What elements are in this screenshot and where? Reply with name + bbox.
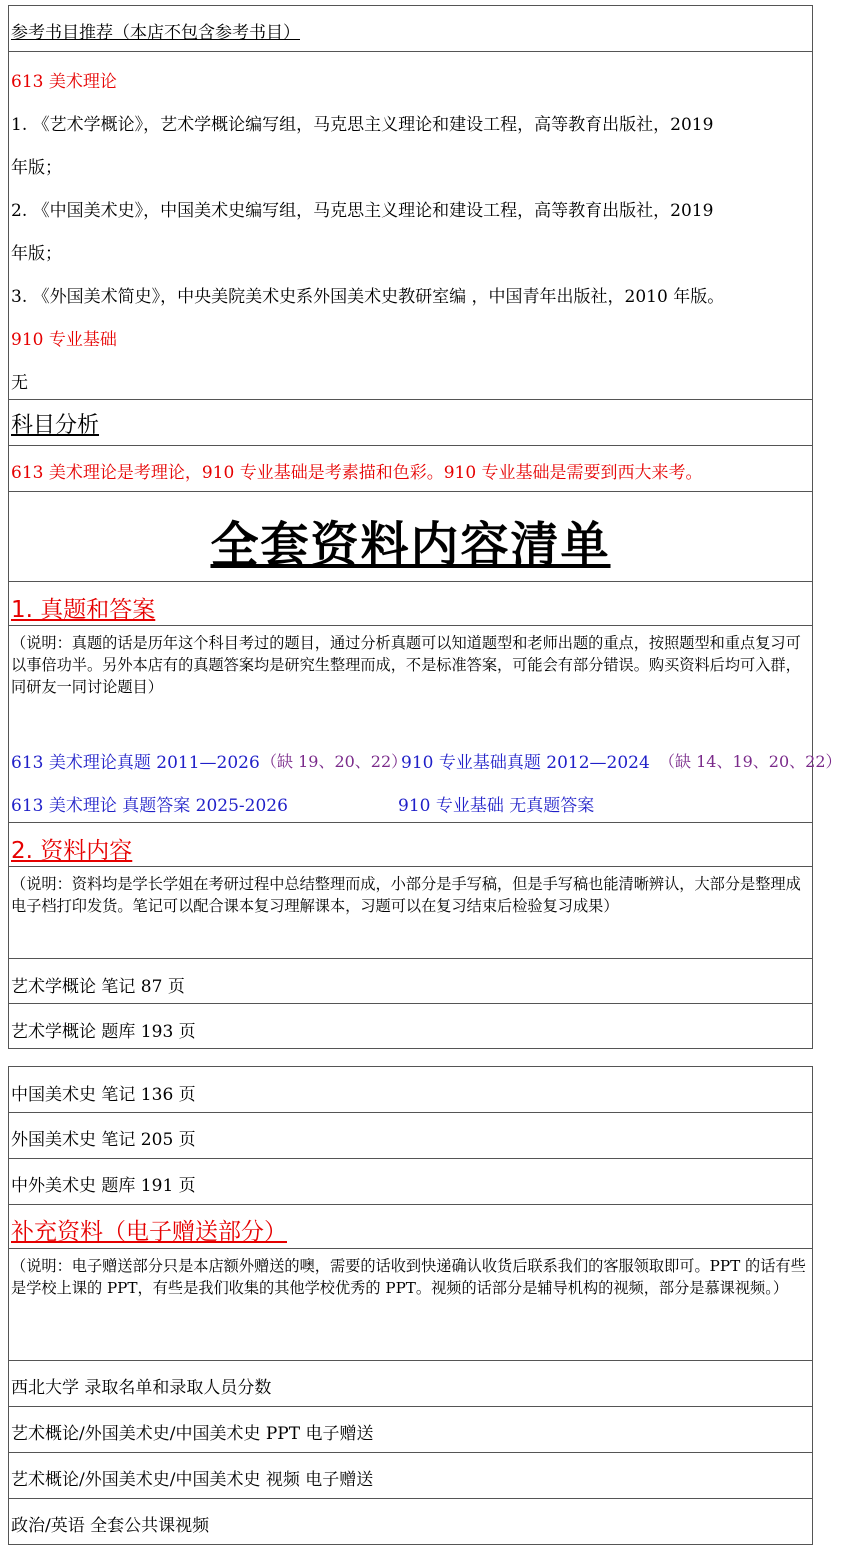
book-1-line-b: 年版； [11,158,62,178]
bonus-item-3: 艺术概论/外国美术史/中国美术史 视频 电子赠送 [11,1470,374,1490]
analysis-text: 613 美术理论是考理论，910 专业基础是考素描和色彩。910 专业基础是需要到西大来考。 [11,463,703,483]
material-item-4: 外国美术史 笔记 205 页 [11,1130,196,1150]
main-title: 全套资料内容清单 [210,517,611,573]
ref-heading-cell [9,6,812,52]
main-title-cell [9,492,812,582]
list-item [9,1499,812,1544]
material-item-2: 艺术学概论 题库 193 页 [11,1022,196,1042]
answers-910: 910 专业基础 无真题答案 [398,796,595,816]
list-item [9,1407,812,1453]
material-item-3: 中国美术史 笔记 136 页 [11,1085,196,1105]
sec3-heading-cell [9,1205,812,1249]
list-item [9,1159,812,1205]
sec1-note: （说明：真题的话是历年这个科目考过的题目，通过分析真题可以知道题型和老师出题的重点，按照题型和重点复习可以事倍功半。另外本店有的真题答案均是研究生整理而成，不是标准答案，可能会有部分错误。购买资料后均可入群，同研友一同讨论题目） [11,634,801,696]
analysis-heading: 科目分析 [11,413,100,438]
sec1-heading: 1. 真题和答案 [11,597,156,623]
sec2-heading-cell [9,823,812,867]
sec1-note-cell [9,626,842,823]
book-2-line-b: 年版； [11,244,62,264]
ref-books-cell [9,52,812,400]
sec2-note-cell [9,867,812,959]
exam-910-missing: （缺 14、19、20、22） [659,752,842,771]
answers-613: 613 美术理论 真题答案 2025-2026 [11,796,288,816]
subject-910-label: 910 专业基础 [11,330,117,350]
booklist-table-1 [8,5,842,1049]
sec2-heading: 2. 资料内容 [11,838,133,864]
sec1-heading-cell [9,582,812,626]
list-item [9,1004,812,1048]
list-item [9,1361,812,1407]
sec3-note-cell [9,1249,812,1361]
bonus-item-1: 西北大学 录取名单和录取人员分数 [11,1378,272,1398]
booklist-table-2 [8,1066,813,1545]
material-item-1: 艺术学概论 笔记 87 页 [11,977,185,997]
bonus-item-2: 艺术概论/外国美术史/中国美术史 PPT 电子赠送 [11,1424,374,1444]
sec3-heading: 补充资料（电子赠送部分） [11,1219,287,1245]
bonus-item-4: 政治/英语 全套公共课视频 [11,1516,210,1536]
material-item-5: 中外美术史 题库 191 页 [11,1176,196,1196]
list-item [9,959,812,1004]
book-3-line: 3. 《外国美术简史》，中央美院美术史系外国美术史教研室编 ，中国青年出版社，2010 年版。 [11,287,725,307]
subject-910-none: 无 [11,373,28,393]
list-item [9,1453,812,1499]
sec3-note: （说明：电子赠送部分只是本店额外赠送的噢，需要的话收到快递确认收货后联系我们的客服领取即可。PPT 的话有些是学校上课的 PPT，有些是我们收集的其他学校优秀的 PPT。视频的话部分是辅导机构的视频，部分是慕课视频。） [11,1257,806,1297]
list-item [9,1113,812,1159]
book-2-line-a: 2. 《中国美术史》，中国美术史编写组，马克思主义理论和建设工程，高等教育出版社，2019 [11,201,714,221]
book-1-line-a: 1. 《艺术学概论》，艺术学概论编写组，马克思主义理论和建设工程，高等教育出版社，2019 [11,115,714,135]
analysis-text-cell [9,446,812,492]
analysis-heading-cell [9,400,812,446]
list-item [9,1067,812,1113]
exam-910-range: 910 专业基础真题 2012—2024 [401,753,650,773]
subject-613-label: 613 美术理论 [11,72,117,92]
exam-613-missing: （缺 19、20、22） [261,752,408,771]
ref-heading: 参考书目推荐（本店不包含参考书目） [11,23,300,43]
sec2-note: （说明：资料均是学长学姐在考研过程中总结整理而成，小部分是手写稿，但是手写稿也能清晰辨认，大部分是整理成电子档打印发货。笔记可以配合课本复习理解课本，习题可以在复习结束后检验复习成果） [11,875,801,915]
exam-613-range: 613 美术理论真题 2011—2026 [11,753,260,773]
